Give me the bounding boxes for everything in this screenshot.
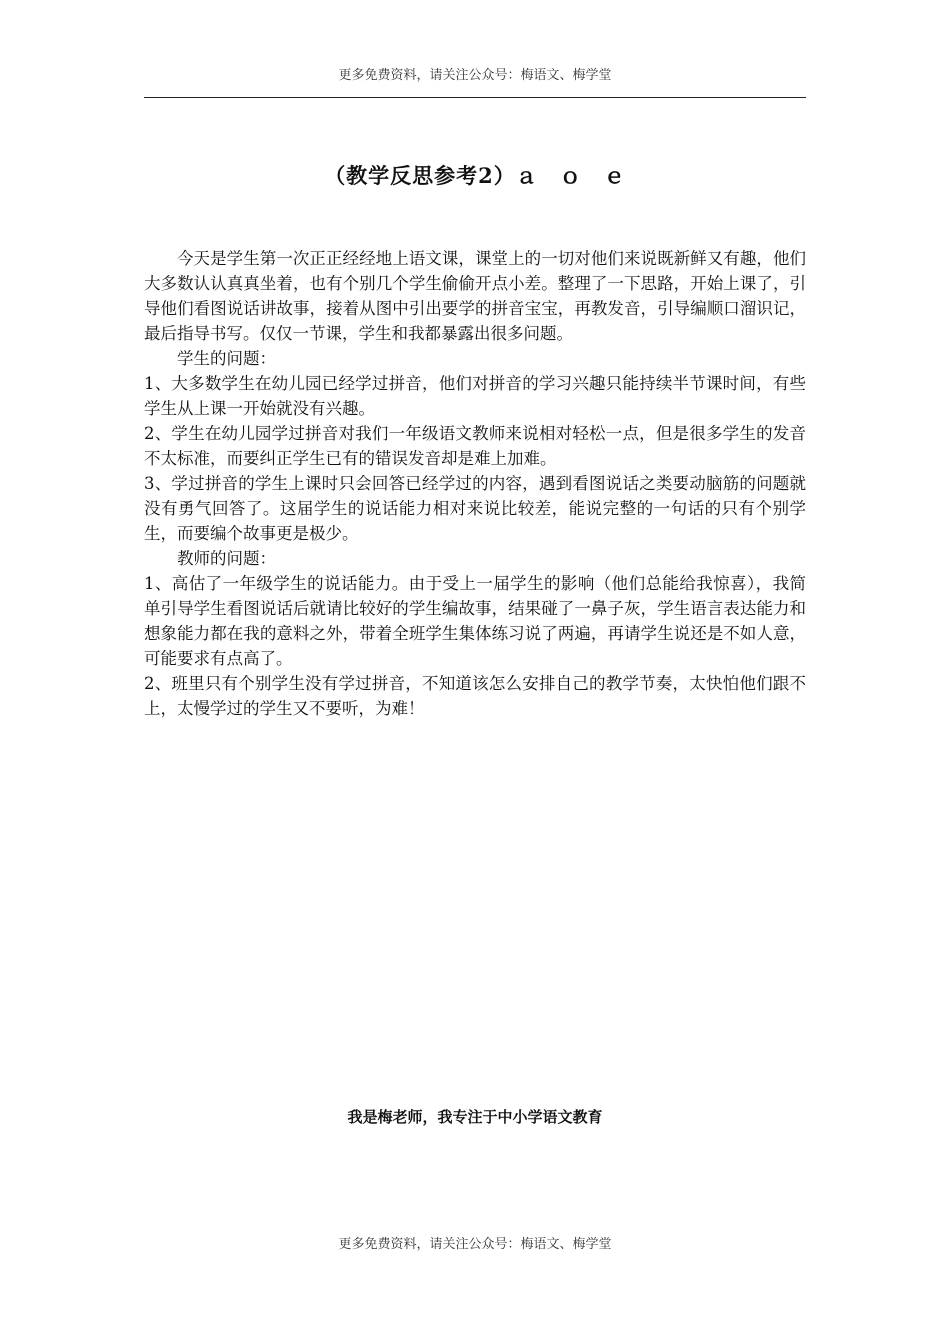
teachers-heading: 教师的问题： — [177, 549, 276, 568]
intro-paragraph: 今天是学生第一次正正经经地上语文课，课堂上的一切对他们来说既新鲜又有趣，他们大多数认认真真坐着，也有个别几个学生偷偷开点小差。整理了一下思路，开始上课了，引导他们看图说话讲故事，接着从图中引出要学的拼音宝宝，再教发音，引导编顺口溜识记，最后指导书写。仅仅一节课，学生和我都暴露出很多问题。 — [144, 249, 806, 343]
students-item-3: 3、学过拼音的学生上课时只会回答已经学过的内容，遇到看图说话之类要动脑筋的问题就没有勇气回答了。这届学生的说话能力相对来说比较差，能说完整的一句话的只有个别学生，而要编个故事更是极少。 — [144, 474, 806, 543]
page-header: 更多免费资料，请关注公众号：梅语文、梅学堂 — [338, 68, 612, 83]
header-rule — [144, 97, 806, 98]
teachers-item-1: 1、高估了一年级学生的说话能力。由于受上一届学生的影响（他们总能给我惊喜），我简单引导学生看图说话后就请比较好的学生编故事，结果碰了一鼻子灰，学生语言表达能力和想象能力都在我的意料之外，带着全班学生集体练习说了两遍，再请学生说还是不如人意，可能要求有点高了。 — [144, 574, 806, 668]
students-item-1: 1、大多数学生在幼儿园已经学过拼音，他们对拼音的学习兴趣只能持续半节课时间，有些学生从上课一开始就没有兴趣。 — [144, 374, 806, 418]
teachers-item-2: 2、班里只有个别学生没有学过拼音，不知道该怎么安排自己的教学节奏，太快怕他们跟不上，太慢学过的学生又不要听，为难！ — [144, 674, 806, 718]
document-title: （教学反思参考2）ａ ｏ ｅ — [324, 163, 626, 188]
students-item-2: 2、学生在幼儿园学过拼音对我们一年级语文教师来说相对轻松一点，但是很多学生的发音不太标准，而要纠正学生已有的错误发音却是难上加难。 — [144, 424, 806, 468]
students-heading: 学生的问题： — [177, 349, 276, 368]
closing-statement: 我是梅老师，我专注于中小学语文教育 — [347, 1108, 603, 1126]
page-footer: 更多免费资料，请关注公众号：梅语文、梅学堂 — [338, 1237, 612, 1252]
document-body — [144, 246, 806, 721]
